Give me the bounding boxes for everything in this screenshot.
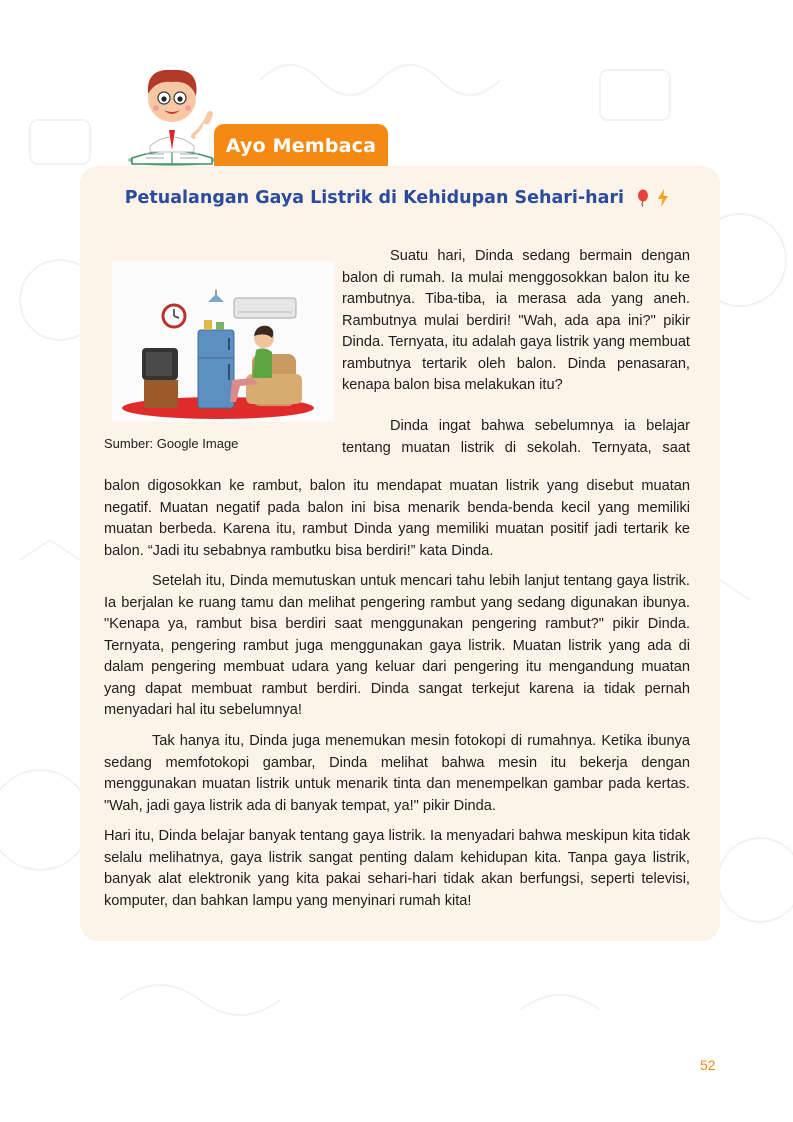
page-number: 52 [700,1057,716,1073]
story-title [0,188,793,208]
paragraph-3: Setelah itu, Dinda memutuskan untuk mencari tahu lebih lanjut tentang gaya listrik. Ia berjalan ke ruang tamu dan melihat pengering rambut yang sedang digunakan ibunya. "Kenapa ya, rambut bisa berdiri saat menggunakan pengering rambut?" pikir Dinda. Ternyata, pengering rambut juga menggunakan gaya listrik. Muatan listrik yang ada di dalam pengering membuat udara yang keluar dari pengering itu mengandung muatan yang dapat membuat rambut berdiri. Dinda sangat terkejut karena ia tidak pernah menyadari hal itu sebelumnya! [104,573,690,718]
balloon-icon [636,189,650,207]
story-title-text: Petualangan Gaya Listrik di Kehidupan Sehari-hari [124,188,625,208]
paragraph-1: Suatu hari, Dinda sedang bermain dengan balon di rumah. Ia mulai menggosokkan balon itu ke rambutnya. Tiba-tiba, ia merasa ada yang aneh. Rambutnya mulai berdiri! "Wah, ada apa ini?" pikir Dinda. Ternyata, itu adalah gaya listrik yang membuat rambutnya tertarik oleh balon. Dinda penasaran, kenapa balon bisa melakukan itu? [342,248,690,393]
lightning-icon [658,189,668,207]
section-badge: Ayo Membaca [214,124,388,168]
paragraph-2-cont: balon digosokkan ke rambut, balon itu mendapat muatan listrik yang disebut muatan negatif. Muatan negatif pada balon ini bisa menarik benda-benda kecil yang memiliki muatan berbeda. Karena itu, rambut Dinda yang memiliki muatan positif jadi tertarik ke balon. “Jadi itu sebabnya rambutku bisa berdiri!” kata Dinda. [104,478,690,559]
mascot-boy-reading-icon [126,58,218,168]
image-caption: Sumber: Google Image [104,436,239,451]
paragraph-2-start: Dinda ingat bahwa sebelumnya ia belajar tentang muatan listrik di sekolah. Ternyata, saat [342,418,690,456]
paragraph-5: Hari itu, Dinda belajar banyak tentang gaya listrik. Ia menyadari bahwa meskipun kita tidak selalu melihatnya, gaya listrik sangat penting dalam kehidupan kita. Tanpa gaya listrik, banyak alat elektronik yang kita pakai sehari-hari tidak akan berfungsi, seperti televisi, komputer, dan bahkan lampu yang menyinari rumah kita! [104,828,690,909]
room-illustration [112,262,334,422]
paragraph-4: Tak hanya itu, Dinda juga menemukan mesin fotokopi di rumahnya. Ketika ibunya sedang memfotokopi gambar, Dinda melihat bahwa mesin itu bekerja dengan menggunakan muatan listrik untuk menarik tinta dan menempelkan gambar pada kertas. "Wah, jadi gaya listrik ada di banyak tempat, ya!" pikir Dinda. [104,733,690,814]
